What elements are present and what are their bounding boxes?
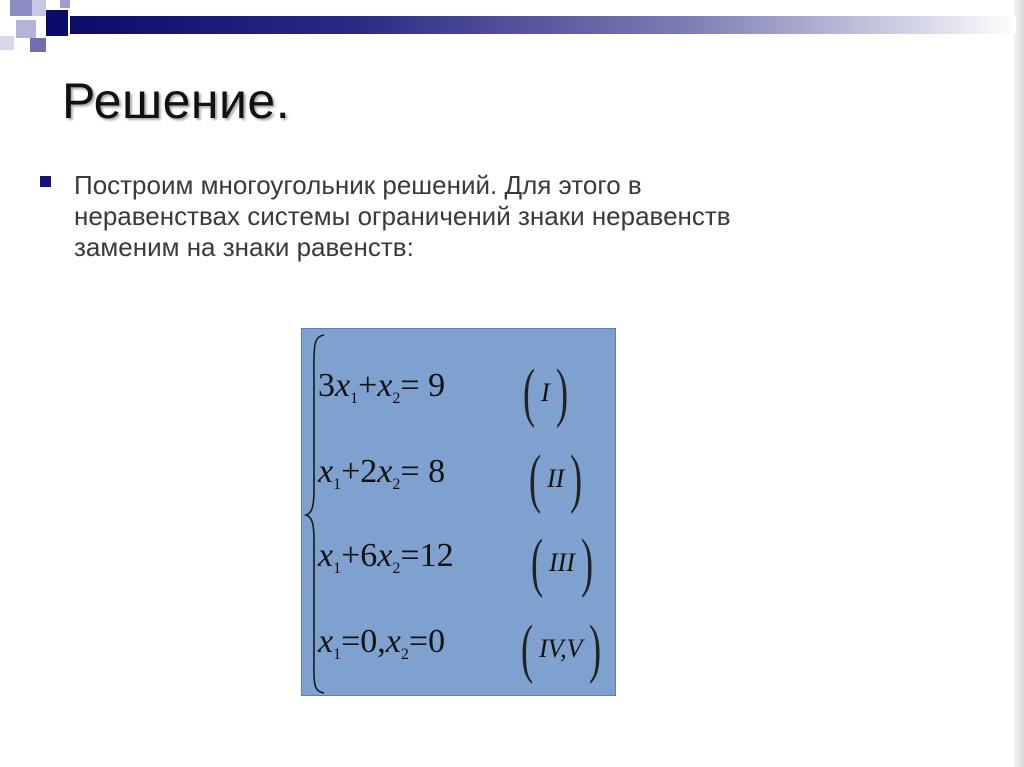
operator: + — [341, 453, 361, 490]
equation-system-panel — [301, 328, 616, 696]
operator: + — [358, 367, 378, 404]
equation-label — [526, 526, 598, 599]
equation-label-text: III — [548, 548, 575, 577]
equals-sign: = — [400, 453, 420, 490]
equation-row — [302, 356, 617, 441]
equation-expression — [318, 367, 445, 408]
variable: $x_2$ — [385, 623, 409, 663]
equals-sign: = — [400, 537, 420, 574]
left-paren: ( — [528, 442, 542, 515]
bullet-square-icon — [40, 176, 51, 187]
right-hand-side: 8 — [419, 453, 446, 490]
variable: $x_2$ — [377, 367, 401, 407]
right-hand-side: 9 — [419, 367, 446, 404]
right-paren: ) — [580, 526, 594, 599]
equation-expression — [318, 537, 454, 578]
coefficient: 2 — [360, 453, 378, 490]
variable: $x_1$ — [318, 453, 342, 493]
operator: + — [341, 537, 361, 574]
subscript: 1 — [350, 390, 359, 407]
subscript: 2 — [400, 646, 409, 663]
subscript: 2 — [392, 476, 401, 493]
equals-sign: = — [408, 623, 429, 660]
subscript: 1 — [333, 646, 342, 663]
equation-label-text: IV,V — [538, 634, 583, 663]
slide-title: Решение. — [62, 73, 291, 129]
left-paren: ( — [522, 356, 536, 429]
equation-label — [516, 612, 606, 685]
variable: $x_1$ — [318, 623, 342, 663]
equation-row — [302, 526, 617, 611]
bullet-text: Построим многоугольник решений. Для этого в неравенствах системы ограничений знаки неравенств заменим на знаки равенств: — [74, 170, 731, 262]
subscript: 2 — [392, 390, 401, 407]
coefficient: 3 — [318, 367, 335, 404]
equation-row — [302, 612, 617, 697]
subscript: 1 — [333, 560, 342, 577]
equals-sign: = — [400, 367, 420, 404]
right-paren: ) — [588, 612, 601, 685]
left-paren: ( — [530, 526, 544, 599]
variable: $x_2$ — [377, 537, 401, 577]
right-paren: ) — [570, 442, 583, 515]
equation-expression — [318, 453, 445, 494]
right-hand-side: 0 — [428, 623, 446, 660]
slide-right-edge — [1014, 0, 1024, 767]
variable: $x_2$ — [377, 453, 401, 493]
equation-expression — [318, 623, 445, 664]
equation-label — [518, 356, 573, 429]
coefficient: 6 — [360, 537, 378, 574]
right-hand-side: 12 — [419, 537, 454, 574]
operator: =0, — [341, 623, 386, 660]
variable: $x_1$ — [318, 537, 342, 577]
left-paren: ( — [520, 612, 534, 685]
equation-label — [524, 442, 587, 515]
equation-row — [302, 442, 617, 527]
variable: $x_1$ — [335, 367, 359, 407]
equation-label-text: I — [540, 378, 550, 407]
equation-label-text: II — [546, 464, 565, 493]
title-bar-gradient — [70, 16, 1016, 34]
subscript: 2 — [392, 560, 401, 577]
subscript: 1 — [333, 476, 342, 493]
right-paren: ) — [555, 356, 568, 429]
